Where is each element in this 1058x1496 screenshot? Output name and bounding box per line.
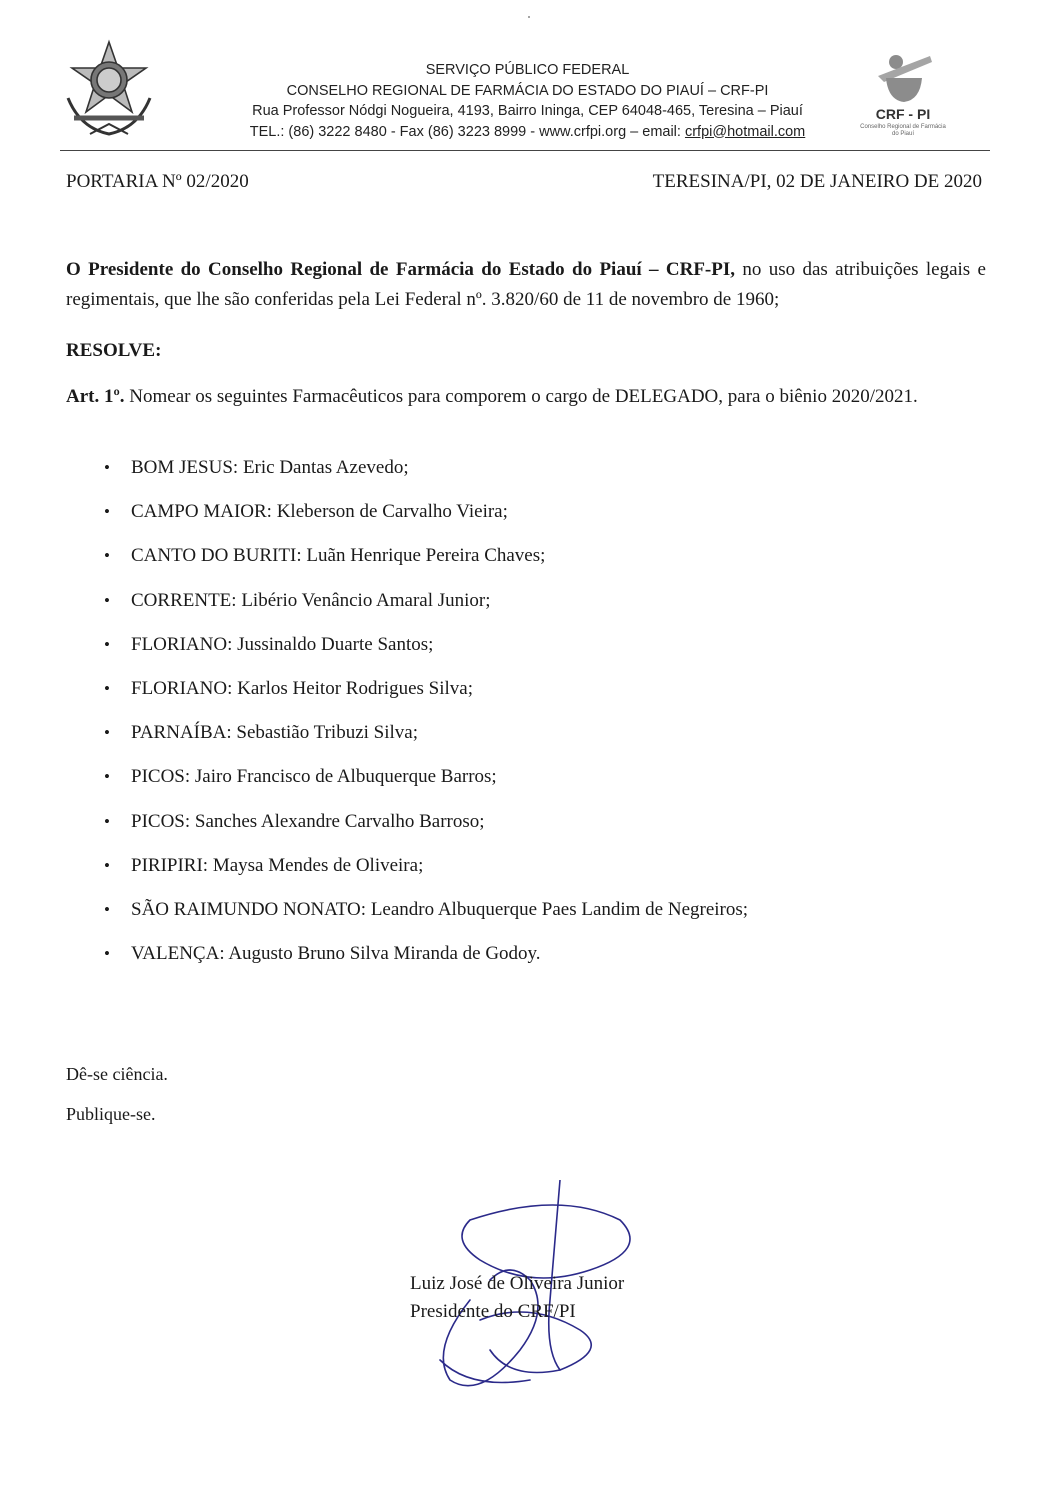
bullet-icon: • xyxy=(104,458,110,477)
delegate-city: PICOS xyxy=(131,810,185,832)
delegate-separator: : xyxy=(202,854,213,876)
signer-role: Presidente do CRF/PI xyxy=(410,1301,576,1322)
delegate-item xyxy=(104,852,748,896)
delegate-separator: : xyxy=(231,589,242,611)
delegate-separator: : xyxy=(232,457,243,478)
delegate-item xyxy=(104,763,748,807)
delegate-item xyxy=(104,808,748,852)
delegate-city: VALENÇA xyxy=(131,943,220,965)
header-line-contact xyxy=(200,122,855,143)
bullet-icon: • xyxy=(104,899,110,919)
delegate-separator: : xyxy=(266,501,277,523)
document-date: TERESINA/PI, 02 DE JANEIRO DE 2020 xyxy=(652,171,982,192)
contact-text: TEL.: (86) 3222 8480 - Fax (86) 3223 8999 - www.crfpi.org – email: xyxy=(249,123,685,140)
delegate-item xyxy=(104,498,748,542)
delegate-item xyxy=(104,542,748,586)
delegate-item xyxy=(104,896,748,940)
delegate-city: CANTO DO BURITI xyxy=(131,545,297,567)
delegate-city: SÃO RAIMUNDO NONATO xyxy=(131,898,361,920)
delegate-name: Sanches Alexandre Carvalho Barroso; xyxy=(194,810,485,832)
delegate-name: Karlos Heitor Rodrigues Silva; xyxy=(237,677,473,699)
crf-logo-subtitle: Conselho Regional de Farmácia do Piauí xyxy=(860,124,946,137)
delegate-city: PARNAÍBA xyxy=(131,722,227,744)
delegate-separator: : xyxy=(360,898,371,920)
delegate-separator: : xyxy=(227,633,238,655)
delegate-city: FLORIANO xyxy=(131,677,228,699)
delegate-list xyxy=(104,454,748,984)
delegate-item xyxy=(104,631,748,675)
letterhead-text xyxy=(200,60,855,142)
closing-line-1: Dê-se ciência. xyxy=(66,1064,168,1084)
coat-of-arms-icon xyxy=(60,38,158,142)
delegate-name: Augusto Bruno Silva Miranda de Godoy. xyxy=(228,943,541,965)
delegate-item xyxy=(104,587,748,631)
delegate-separator: : xyxy=(184,810,195,832)
delegate-separator: : xyxy=(219,943,229,965)
delegate-name: Jairo Francisco de Albuquerque Barros; xyxy=(194,766,497,788)
delegate-name: Luãn Henrique Pereira Chaves; xyxy=(306,545,546,567)
delegate-name: Eric Dantas Azevedo; xyxy=(242,457,409,478)
delegate-city: CORRENTE xyxy=(131,589,232,611)
mortar-pestle-icon xyxy=(872,52,934,104)
bullet-icon: • xyxy=(104,944,110,964)
header-line-address: Rua Professor Nódgi Nogueira, 4193, Bairro Ininga, CEP 64048-465, Teresina – Piauí xyxy=(252,103,803,119)
delegate-name: Leandro Albuquerque Paes Landim de Negreiros; xyxy=(370,898,749,920)
signer-name: Luiz José de Oliveira Junior xyxy=(410,1273,625,1294)
bullet-icon: • xyxy=(104,546,110,566)
bullet-icon: • xyxy=(104,502,110,522)
intro-paragraph xyxy=(66,255,986,315)
delegate-item xyxy=(104,719,748,763)
delegate-name: Jussinaldo Duarte Santos; xyxy=(237,633,434,655)
article-1 xyxy=(66,382,986,412)
delegate-name: Sebastião Tribuzi Silva; xyxy=(236,722,418,744)
delegate-separator: : xyxy=(184,766,195,788)
delegate-separator: : xyxy=(226,722,237,744)
header-line-council: CONSELHO REGIONAL DE FARMÁCIA DO ESTADO DO PIAUÍ – CRF-PI xyxy=(286,82,769,99)
delegate-city: CAMPO MAIOR xyxy=(131,501,267,523)
delegate-city: BOM JESUS xyxy=(131,457,233,478)
delegate-city: FLORIANO xyxy=(131,633,228,655)
letterhead xyxy=(0,0,1058,160)
crf-logo-name: CRF - PI xyxy=(875,106,931,122)
delegate-city: PICOS xyxy=(131,766,185,788)
bullet-icon: • xyxy=(104,678,110,698)
closing xyxy=(66,1054,168,1134)
signer-block xyxy=(410,1270,624,1326)
email-link[interactable]: crfpi@hotmail.com xyxy=(684,123,806,140)
header-divider xyxy=(60,150,990,151)
portaria-number: PORTARIA Nº 02/2020 xyxy=(66,171,249,192)
delegate-item xyxy=(104,454,748,498)
header-line-service: SERVIÇO PÚBLICO FEDERAL xyxy=(425,62,630,78)
closing-line-2: Publique-se. xyxy=(66,1104,156,1124)
delegate-name: Maysa Mendes de Oliveira; xyxy=(212,854,424,876)
bullet-icon: • xyxy=(104,767,110,787)
resolve-heading: RESOLVE: xyxy=(66,340,162,361)
delegate-separator: : xyxy=(227,677,238,699)
bullet-icon: • xyxy=(104,855,110,875)
delegate-name: Kleberson de Carvalho Vieira; xyxy=(276,501,508,523)
intro-text: no uso das atribuições legais e regimentais, que lhe são conferidas pela Lei Federal nº. 3.820/60 de 11 de novembro de 1960; xyxy=(66,259,986,310)
article-label: Art. 1º. xyxy=(66,386,125,407)
bullet-icon: • xyxy=(104,634,110,654)
bullet-icon: • xyxy=(104,590,110,610)
delegate-city: PIRIPIRI xyxy=(131,854,203,876)
bullet-icon: • xyxy=(104,723,110,743)
delegate-item xyxy=(104,940,748,984)
delegate-separator: : xyxy=(296,545,307,567)
article-text: Nomear os seguintes Farmacêuticos para comporem o cargo de DELEGADO, para o biênio 2020/2021. xyxy=(124,386,918,407)
delegate-name: Libério Venâncio Amaral Junior; xyxy=(241,589,491,611)
intro-bold: O Presidente do Conselho Regional de Farmácia do Estado do Piauí – CRF-PI, xyxy=(66,259,736,280)
bullet-icon: • xyxy=(104,811,110,831)
crf-logo xyxy=(858,52,948,142)
delegate-item xyxy=(104,675,748,719)
